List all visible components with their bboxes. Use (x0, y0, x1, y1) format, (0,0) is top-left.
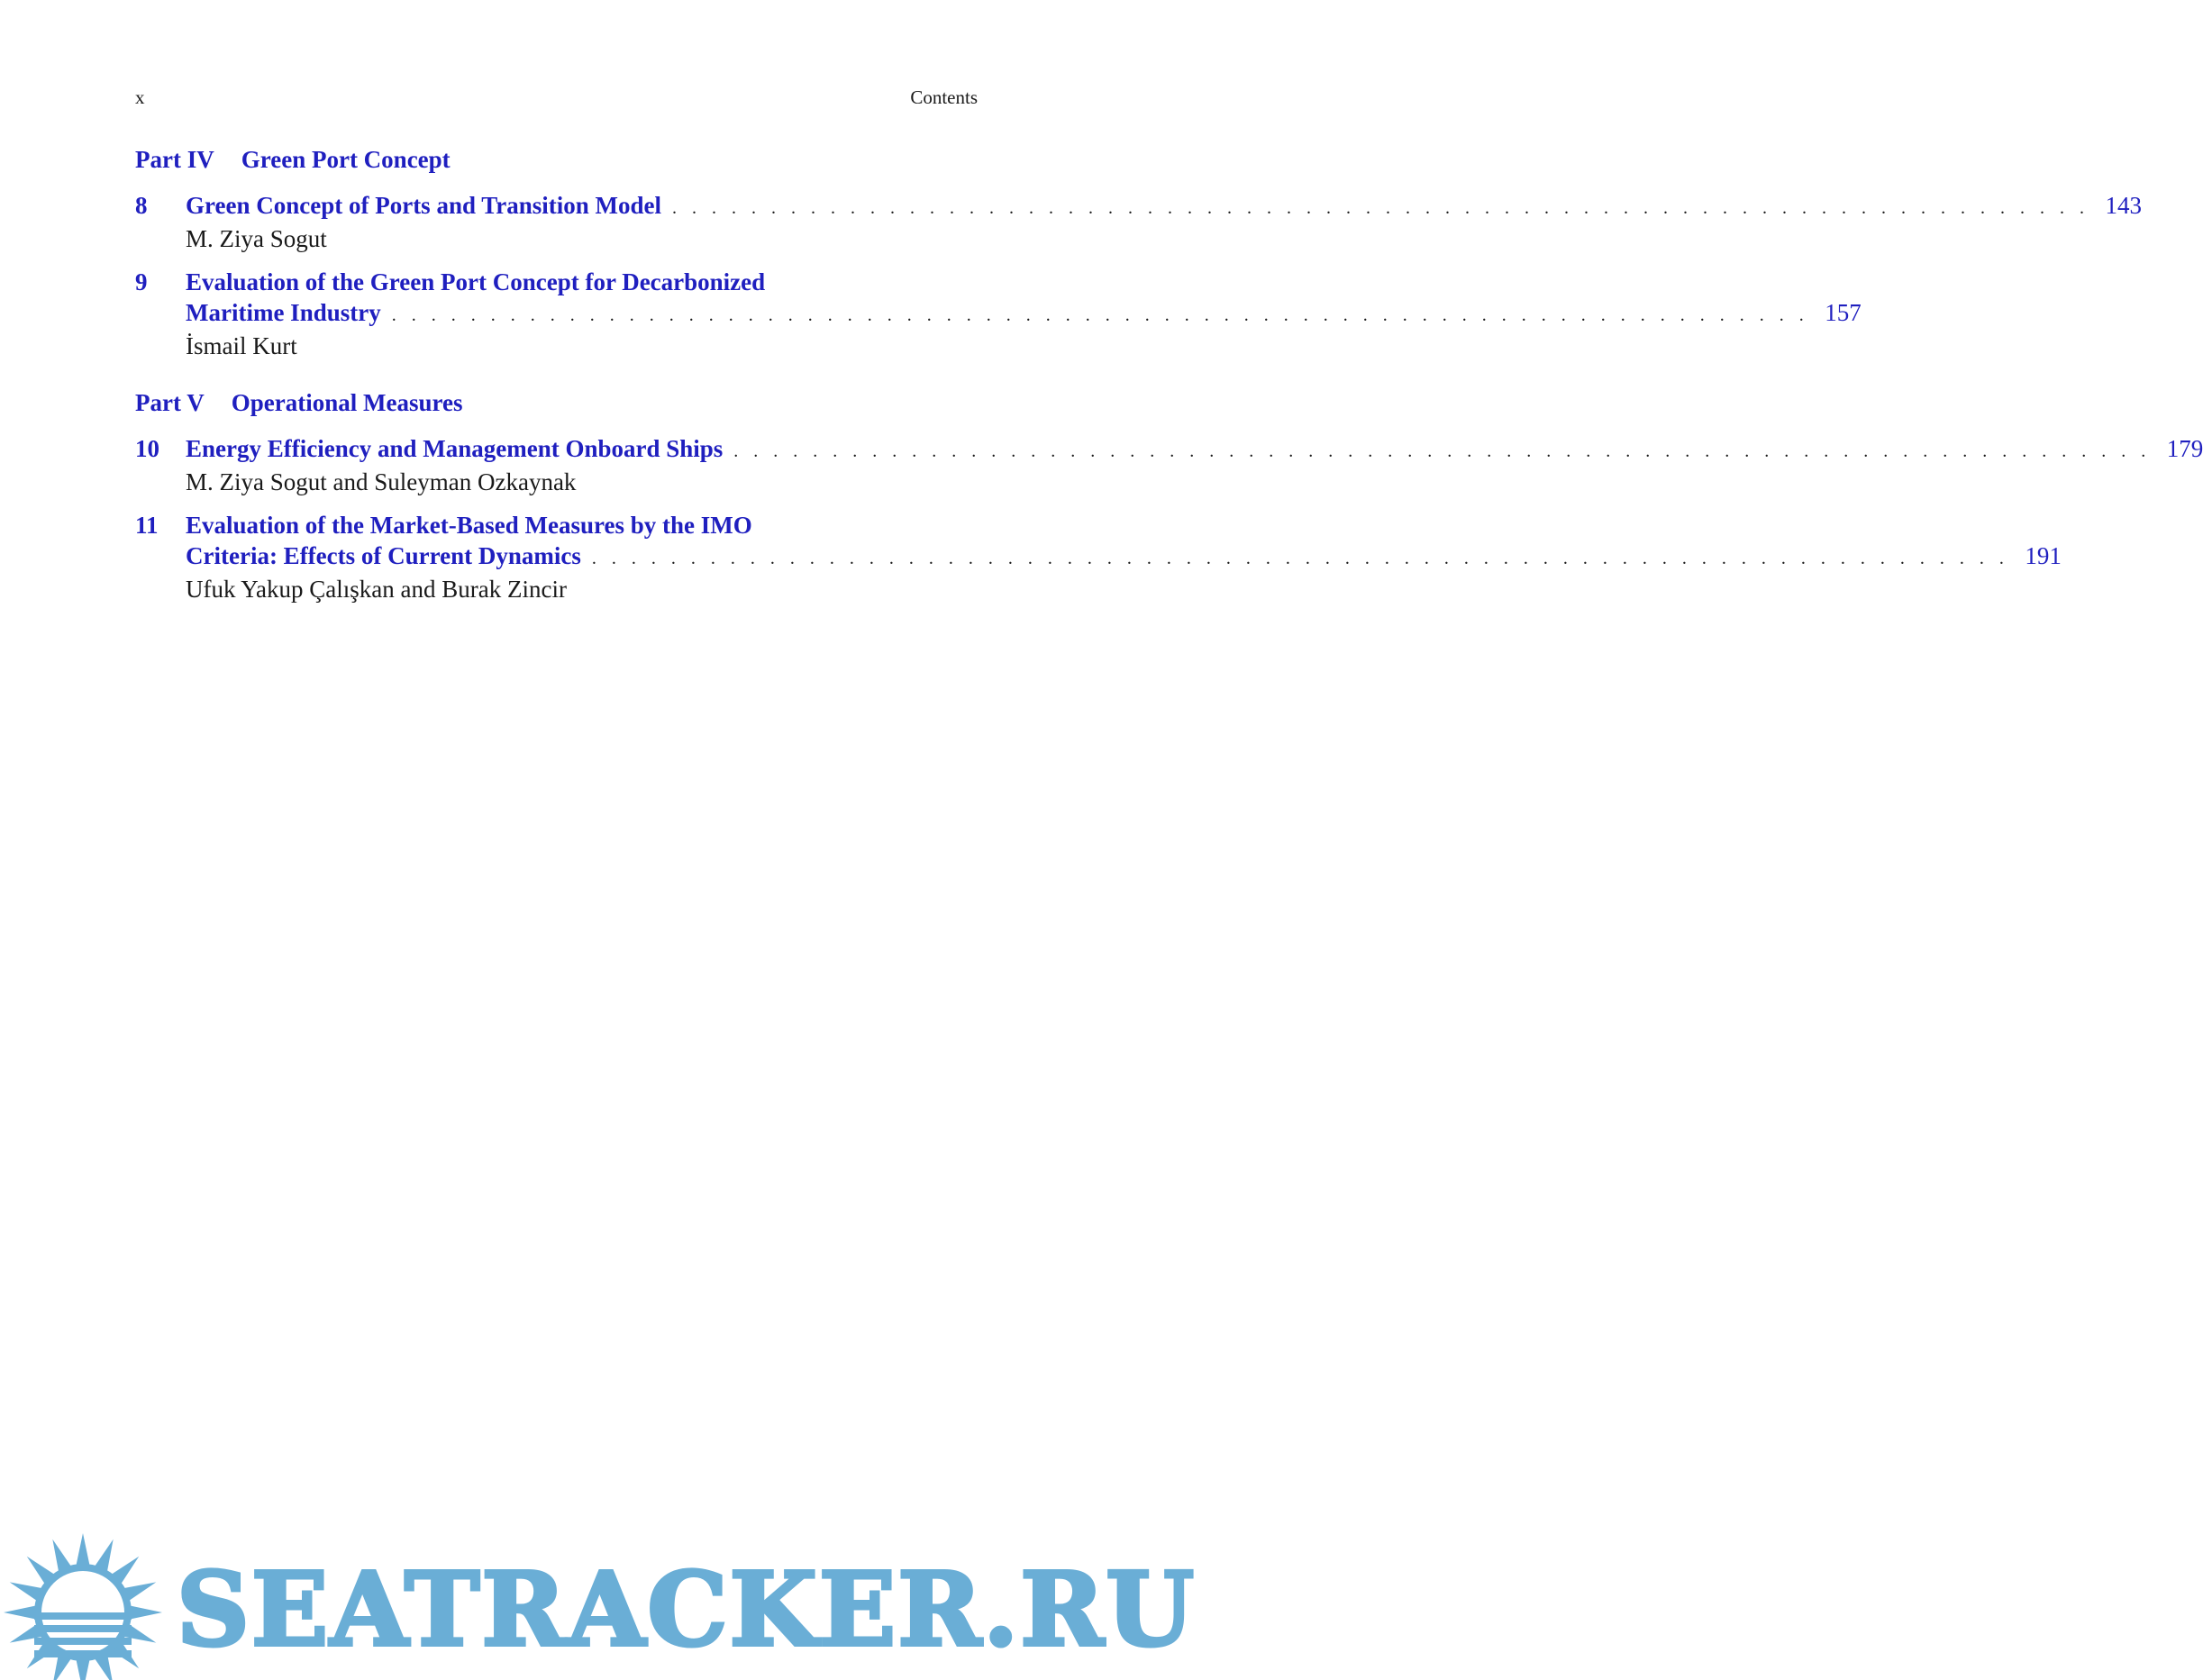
dot-leader (592, 543, 2009, 574)
toc-entry[interactable] (135, 433, 2203, 497)
toc-entry[interactable] (135, 267, 1862, 361)
dot-leader (672, 193, 2089, 223)
dot-leader (733, 436, 2151, 467)
chapter-number: 11 (135, 512, 159, 539)
toc-entry[interactable] (135, 190, 2142, 254)
chapter-title[interactable]: Evaluation of the Market-Based Measures by the IMO (186, 512, 752, 539)
chapter-authors: M. Ziya Sogut (186, 225, 327, 252)
chapter-title[interactable]: Green Concept of Ports and Transition Model (186, 192, 661, 219)
part-label: Part V (135, 389, 205, 416)
chapter-title-cont[interactable]: Criteria: Effects of Current Dynamics (186, 542, 581, 569)
chapter-number: 10 (135, 435, 159, 462)
running-title: Contents (910, 86, 978, 108)
running-head (135, 86, 978, 109)
chapter-authors: M. Ziya Sogut and Suleyman Ozkaynak (186, 468, 577, 495)
chapter-title[interactable]: Evaluation of the Green Port Concept for Decarbonized (186, 268, 766, 295)
watermark-text: SEATRACKER.RU (177, 1551, 1197, 1669)
chapter-title[interactable]: Energy Efficiency and Management Onboard Ships (186, 435, 724, 462)
chapter-number: 8 (135, 192, 148, 219)
chapter-page[interactable]: 143 (2105, 192, 2142, 219)
chapter-page[interactable]: 191 (2025, 542, 2062, 569)
part-heading[interactable] (135, 146, 978, 174)
chapter-title-cont[interactable]: Maritime Industry (186, 299, 381, 326)
part-title: Green Port Concept (241, 146, 451, 173)
toc-part-4 (135, 146, 2142, 374)
page-number: x (135, 86, 145, 108)
part-title: Operational Measures (231, 389, 463, 416)
chapter-authors: Ufuk Yakup Çalışkan and Burak Zincir (186, 576, 567, 603)
part-heading[interactable] (135, 389, 978, 417)
chapter-page[interactable]: 157 (1825, 299, 1862, 326)
toc-part-5 (135, 389, 2203, 617)
chapter-page[interactable]: 179 (2166, 435, 2203, 462)
chapter-authors: İsmail Kurt (186, 332, 297, 359)
part-label: Part IV (135, 146, 214, 173)
dot-leader (392, 300, 1809, 331)
toc-entry[interactable] (135, 510, 2062, 604)
chapter-number: 9 (135, 268, 148, 295)
